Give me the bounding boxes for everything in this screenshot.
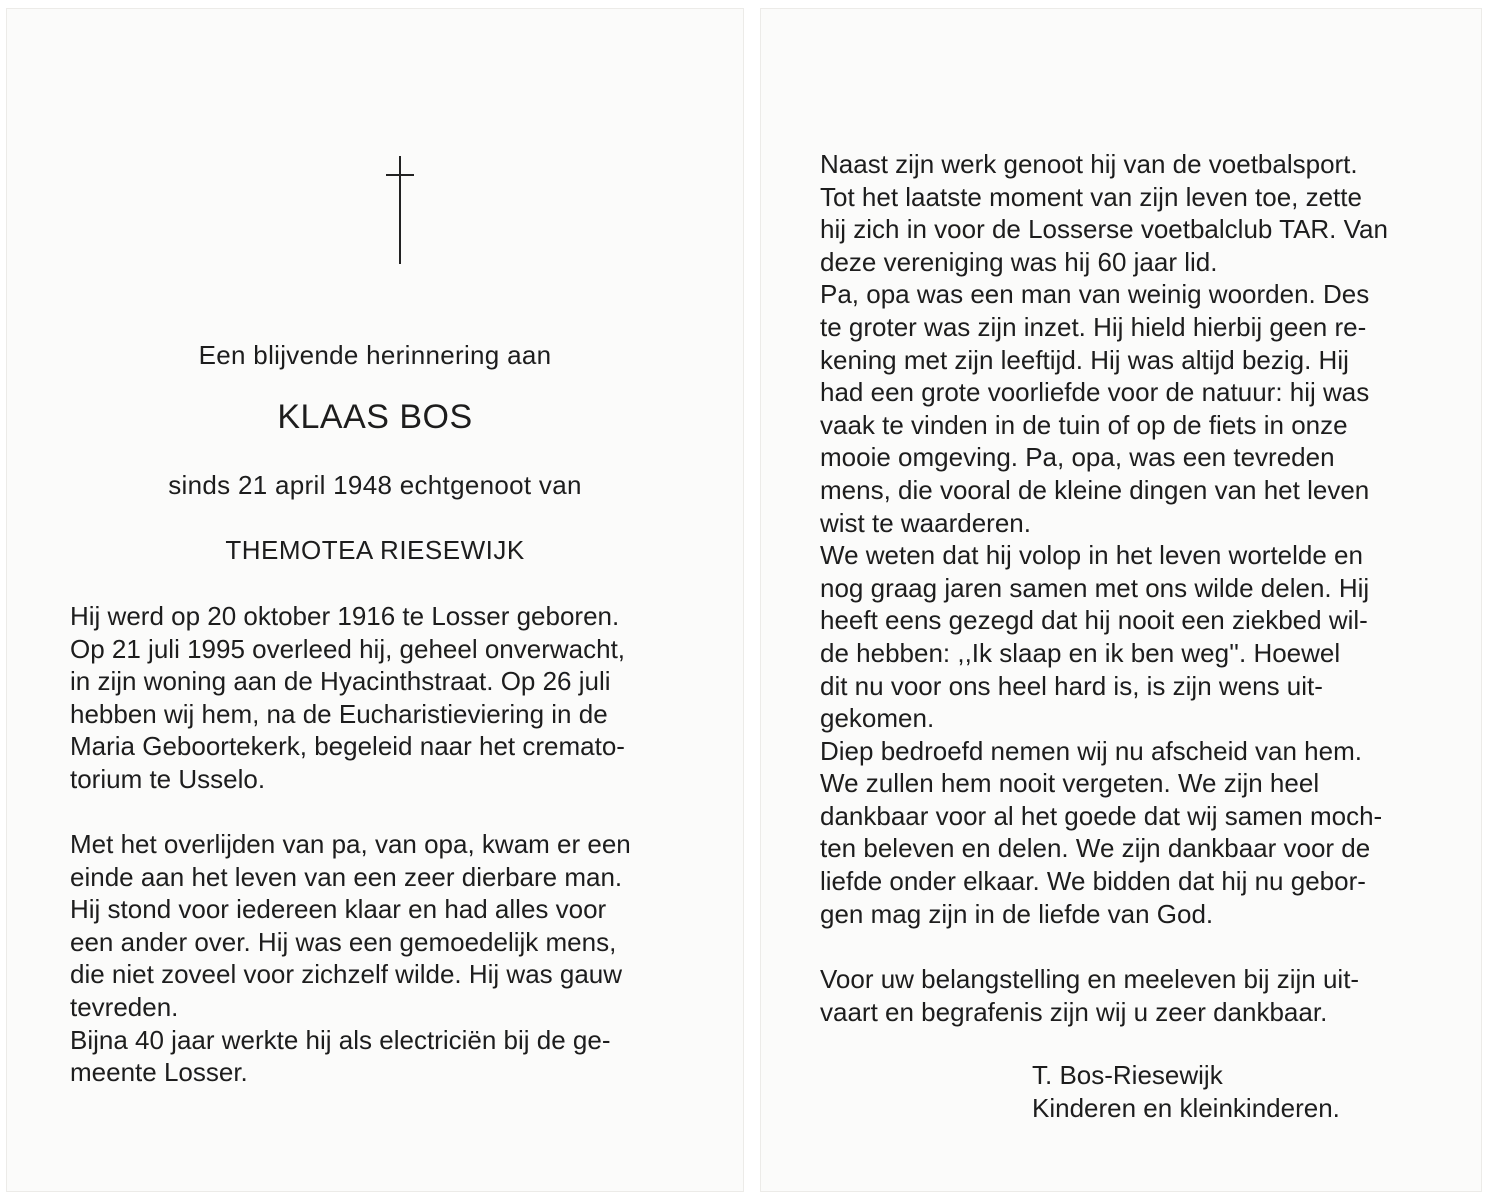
memorial-intro: Een blijvende herinnering aan <box>198 340 552 370</box>
cross-icon <box>386 156 416 266</box>
deceased-name: KLAAS BOS <box>277 398 473 436</box>
spouse-intro: sinds 21 april 1948 echtgenoot van <box>168 470 582 500</box>
thanks-paragraph: Voor uw belangstelling en meeleven bij zijn uit- vaart en begrafenis zijn wij u zeer dankbaar. <box>820 964 1360 1027</box>
right-page <box>760 8 1482 1192</box>
character-paragraph: Met het overlijden van pa, van opa, kwam er een einde aan het leven van een zeer dierbare man. Hij stond voor iedereen klaar en had alles voor een ander over. Hij was een gemoedelijk mens, die niet zoveel voor zichzelf wilde. Hij was gauw tevreden. Bijna 40 jaar werkte hij als electriciën bij de ge- meente Losser. <box>70 829 631 1088</box>
signature-widow: T. Bos-Riesewijk <box>1032 1060 1223 1090</box>
left-page <box>6 8 744 1192</box>
spouse-name: THEMOTEA RIESEWIJK <box>225 535 525 565</box>
biography-paragraph: Hij werd op 20 oktober 1916 te Losser geboren. Op 21 juli 1995 overleed hij, geheel onverwacht, in zijn woning aan de Hyacinthstraat. Op 26 juli hebben wij hem, na de Eucharistieviering in de Maria Geboortekerk, begeleid naar het cremato- torium te Usselo. <box>70 601 626 794</box>
life-paragraph: Naast zijn werk genoot hij van de voetbalsport. Tot het laatste moment van zijn leven toe, zette hij zich in voor de Losserse voetbalclub TAR. Van deze vereniging was hij 60 jaar lid. Pa, opa was een man van weinig woorden. Des te groter was zijn inzet. Hij hield hierbij geen re- kening met zijn leeftijd. Hij was altijd bezig. Hij had een grote voorliefde voor de natuur: hij was vaak te vinden in de tuin of op de fiets in onze mooie omgeving. Pa, opa, was een tevreden mens, die vooral de kleine dingen van het leven wist te waarderen. We weten dat hij volop in het leven wortelde en nog graag jaren samen met ons wilde delen. Hij heeft eens gezegd dat hij nooit een ziekbed wil- de hebben: ,,Ik slaap en ik ben weg''. Hoewel dit nu voor ons heel hard is, is zijn wens uit- gekomen. Diep bedroefd nemen wij nu afscheid van hem. We zullen hem nooit vergeten. We zijn heel dankbaar voor al het goede dat wij samen moch- ten beleven en delen. We zijn dankbaar voor de liefde onder elkaar. We bidden dat hij nu gebor- gen mag zijn in de liefde van God. <box>820 149 1388 929</box>
signature-family: Kinderen en kleinkinderen. <box>1032 1093 1340 1123</box>
